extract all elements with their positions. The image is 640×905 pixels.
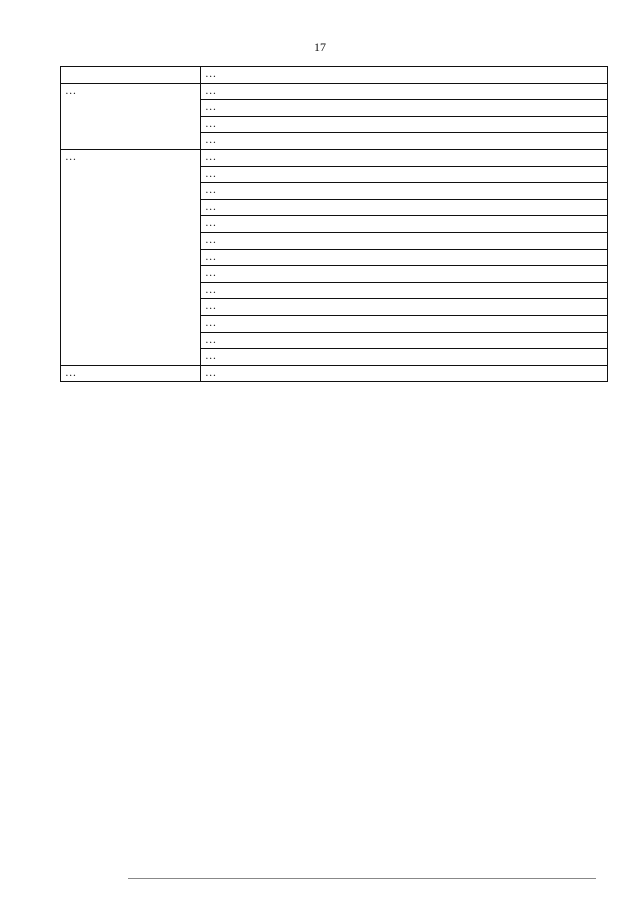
table-row: [61, 67, 608, 84]
row-label-cell: [61, 149, 201, 365]
requirement-text: …: [201, 116, 608, 133]
requirement-text: …: [201, 166, 608, 183]
requirement-text: …: [201, 232, 608, 249]
requirement-text: …: [201, 216, 608, 233]
row-label: …: [65, 84, 77, 97]
bottom-rule: [128, 878, 596, 879]
row-label: …: [65, 366, 77, 379]
table-row: [61, 83, 608, 100]
requirement-text: …: [201, 67, 608, 84]
row-label-cell: [61, 67, 201, 84]
requirement-text: …: [201, 349, 608, 366]
requirement-text: …: [201, 282, 608, 299]
requirement-text: …: [201, 266, 608, 283]
row-label-cell: [61, 83, 201, 149]
page-number: 17: [314, 40, 326, 54]
requirement-text: …: [201, 100, 608, 117]
requirement-text: …: [201, 183, 608, 200]
requirement-text: …: [201, 249, 608, 266]
requirement-text: …: [201, 133, 608, 150]
row-label: …: [65, 150, 77, 163]
row-label-cell: [61, 365, 201, 382]
requirement-text: …: [201, 299, 608, 316]
requirement-text: …: [201, 83, 608, 100]
requirement-text: …: [201, 149, 608, 166]
requirement-text: …: [201, 332, 608, 349]
requirement-text: …: [201, 365, 608, 382]
table-row: [61, 365, 608, 382]
requirement-text: …: [201, 199, 608, 216]
characteristics-table: [60, 66, 608, 382]
table-row: [61, 149, 608, 166]
requirement-text: …: [201, 315, 608, 332]
